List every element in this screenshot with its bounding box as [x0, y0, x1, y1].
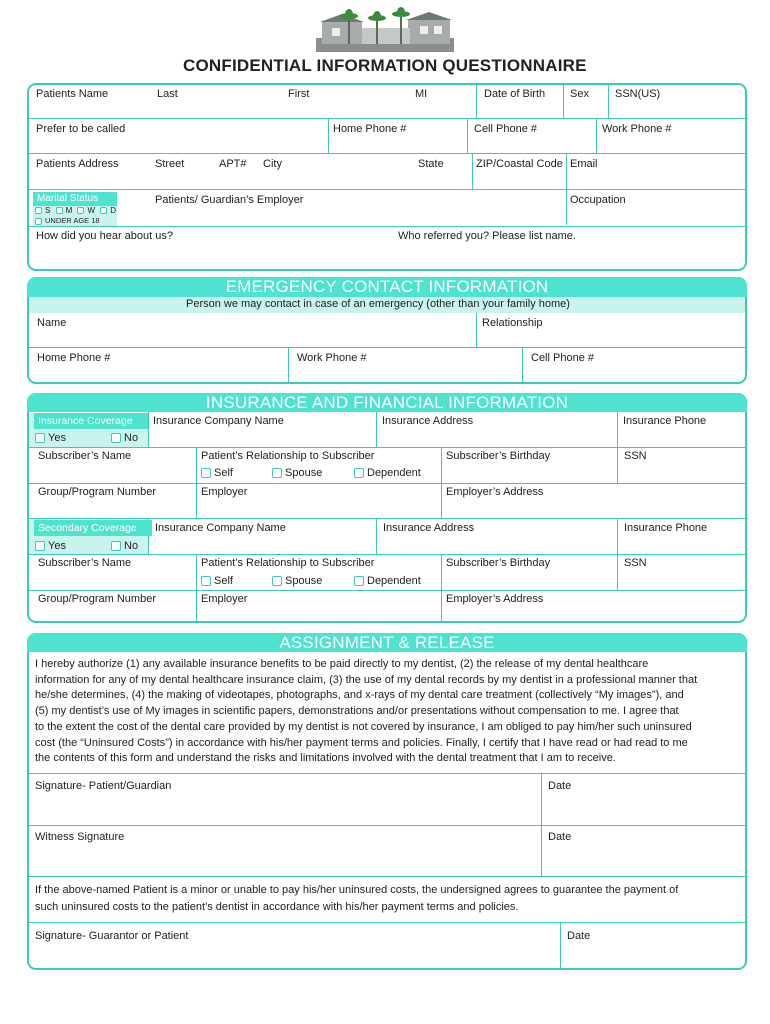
- secondary-ssn-label[interactable]: SSN: [624, 557, 647, 569]
- under-age-option[interactable]: UNDER AGE 18: [35, 216, 100, 225]
- dob-label[interactable]: Date of Birth: [484, 88, 546, 100]
- how-hear-label[interactable]: How did you hear about us?: [36, 230, 173, 242]
- patients-name-label[interactable]: Patients Name: [36, 88, 109, 100]
- witness-date-label[interactable]: Date: [548, 831, 572, 843]
- secondary-relationship-label[interactable]: Patient’s Relationship to Subscriber: [201, 557, 375, 569]
- emergency-work-phone-label[interactable]: Work Phone #: [297, 352, 367, 364]
- secondary-subscriber-name-label[interactable]: Subscriber’s Name: [38, 557, 132, 569]
- subscriber-birthday-label[interactable]: Subscriber’s Birthday: [446, 450, 551, 462]
- emergency-subtitle: Person we may contact in case of an emergency (other than your family home): [186, 298, 570, 310]
- secondary-employer-label[interactable]: Employer: [201, 593, 248, 605]
- secondary-employer-address-label[interactable]: Employer’s Address: [446, 593, 544, 605]
- emergency-heading: EMERGENCY CONTACT INFORMATION: [27, 277, 747, 297]
- subscriber-name-label[interactable]: Subscriber’s Name: [38, 450, 132, 462]
- checkbox-icon[interactable]: [201, 576, 211, 586]
- checkbox-icon[interactable]: [35, 433, 45, 443]
- work-phone-label[interactable]: Work Phone #: [602, 123, 672, 135]
- patient-signature-label[interactable]: Signature- Patient/Guardian: [35, 780, 172, 792]
- secondary-dependent-option[interactable]: Dependent: [354, 575, 421, 587]
- checkbox-icon[interactable]: [354, 576, 364, 586]
- insurance-employer-label[interactable]: Employer: [201, 486, 248, 498]
- marital-status-tag: Marital Status: [33, 192, 117, 206]
- checkbox-icon[interactable]: [272, 468, 282, 478]
- witness-signature-label[interactable]: Witness Signature: [35, 831, 125, 843]
- sex-label[interactable]: Sex: [570, 88, 589, 100]
- secondary-no-option[interactable]: No: [111, 540, 138, 552]
- emergency-name-label[interactable]: Name: [37, 317, 67, 329]
- employer-label[interactable]: Patients/ Guardian’s Employer: [155, 194, 304, 206]
- insurance-company-label[interactable]: Insurance Company Name: [153, 415, 284, 427]
- mi-label[interactable]: MI: [415, 88, 428, 100]
- checkbox-icon[interactable]: [201, 468, 211, 478]
- insurance-heading: INSURANCE AND FINANCIAL INFORMATION: [27, 393, 747, 412]
- first-name-label[interactable]: First: [288, 88, 310, 100]
- coverage-yes-option[interactable]: Yes: [35, 432, 66, 444]
- subscriber-ssn-label[interactable]: SSN: [624, 450, 647, 462]
- checkbox-icon[interactable]: [56, 207, 63, 214]
- ssn-label[interactable]: SSN(US): [615, 88, 661, 100]
- emergency-relationship-label[interactable]: Relationship: [482, 317, 543, 329]
- authorization-paragraph: I hereby authorize (1) any available insurance benefits to be paid directly to my dentist, (2) the release of my dental healthcare information for any of my dental healthcare insurance claim, (3) the use of my dental records by my dentist in a professional manner that he/she determines, (4) the making of videotapes, photographs, and x-rays of my dental care treatment (collectively “My images”), and (5) my dentist’s use of My images in scientific papers, demonstrations and/or presentations without compensation to me. I agree that to the extent the cost of the dental care provided by my dentist is not covered by insurance, I am obliged to pay him/her such uninsured cost (the “Uninsured Costs”) in accordance with his/her payment terms and policies. Finally, I certify that I have read or had read to me the contents of this form and understand the risks and limitations involved with the dental treatment that I am to receive.: [35, 658, 698, 765]
- page-title: CONFIDENTIAL INFORMATION QUESTIONNAIRE: [183, 56, 587, 75]
- patient-signature-date-label[interactable]: Date: [548, 780, 572, 792]
- zip-label[interactable]: ZIP/Coastal Code: [476, 158, 563, 170]
- marital-status-options[interactable]: S M W D: [35, 206, 116, 215]
- clinic-logo-icon: [312, 6, 458, 54]
- secondary-company-label[interactable]: Insurance Company Name: [155, 522, 286, 534]
- employer-address-label[interactable]: Employer’s Address: [446, 486, 544, 498]
- guarantor-paragraph: If the above-named Patient is a minor or unable to pay his/her uninsured costs, the undersigned agrees to guarantee the payment of such uninsured costs to the patient’s dentist in accordance with his/her payment terms and policies.: [35, 884, 679, 913]
- home-phone-label[interactable]: Home Phone #: [333, 123, 407, 135]
- state-label[interactable]: State: [418, 158, 444, 170]
- patients-address-label[interactable]: Patients Address: [36, 158, 119, 170]
- cell-phone-label[interactable]: Cell Phone #: [474, 123, 537, 135]
- relationship-self-option[interactable]: Self: [201, 467, 233, 479]
- checkbox-icon[interactable]: [111, 433, 121, 443]
- secondary-coverage-tag: Secondary Coverage: [34, 520, 152, 536]
- occupation-label[interactable]: Occupation: [570, 194, 626, 206]
- checkbox-icon[interactable]: [35, 218, 42, 225]
- checkbox-icon[interactable]: [272, 576, 282, 586]
- checkbox-icon[interactable]: [77, 207, 84, 214]
- group-number-label[interactable]: Group/Program Number: [38, 486, 156, 498]
- guarantor-date-label[interactable]: Date: [567, 930, 591, 942]
- city-label[interactable]: City: [263, 158, 282, 170]
- secondary-self-option[interactable]: Self: [201, 575, 233, 587]
- apt-label[interactable]: APT#: [219, 158, 247, 170]
- secondary-yes-option[interactable]: Yes: [35, 540, 66, 552]
- secondary-address-label[interactable]: Insurance Address: [383, 522, 475, 534]
- assignment-heading: ASSIGNMENT & RELEASE: [27, 633, 747, 652]
- insurance-phone-label[interactable]: Insurance Phone: [623, 415, 707, 427]
- email-label[interactable]: Email: [570, 158, 598, 170]
- secondary-group-number-label[interactable]: Group/Program Number: [38, 593, 156, 605]
- insurance-address-label[interactable]: Insurance Address: [382, 415, 474, 427]
- checkbox-icon[interactable]: [100, 207, 107, 214]
- checkbox-icon[interactable]: [111, 541, 121, 551]
- checkbox-icon[interactable]: [35, 541, 45, 551]
- guarantor-signature-label[interactable]: Signature- Guarantor or Patient: [35, 930, 189, 942]
- relationship-label[interactable]: Patient’s Relationship to Subscriber: [201, 450, 375, 462]
- relationship-spouse-option[interactable]: Spouse: [272, 467, 322, 479]
- coverage-no-option[interactable]: No: [111, 432, 138, 444]
- patient-info-section: [27, 83, 747, 271]
- emergency-cell-phone-label[interactable]: Cell Phone #: [531, 352, 594, 364]
- secondary-subscriber-birthday-label[interactable]: Subscriber’s Birthday: [446, 557, 551, 569]
- checkbox-icon[interactable]: [35, 207, 42, 214]
- street-label[interactable]: Street: [155, 158, 185, 170]
- insurance-coverage-tag: Insurance Coverage: [34, 413, 148, 429]
- secondary-phone-label[interactable]: Insurance Phone: [624, 522, 708, 534]
- checkbox-icon[interactable]: [354, 468, 364, 478]
- emergency-home-phone-label[interactable]: Home Phone #: [37, 352, 111, 364]
- secondary-spouse-option[interactable]: Spouse: [272, 575, 322, 587]
- prefer-name-label[interactable]: Prefer to be called: [36, 123, 126, 135]
- relationship-dependent-option[interactable]: Dependent: [354, 467, 421, 479]
- last-name-label[interactable]: Last: [157, 88, 178, 100]
- referred-by-label[interactable]: Who referred you? Please list name.: [398, 230, 576, 242]
